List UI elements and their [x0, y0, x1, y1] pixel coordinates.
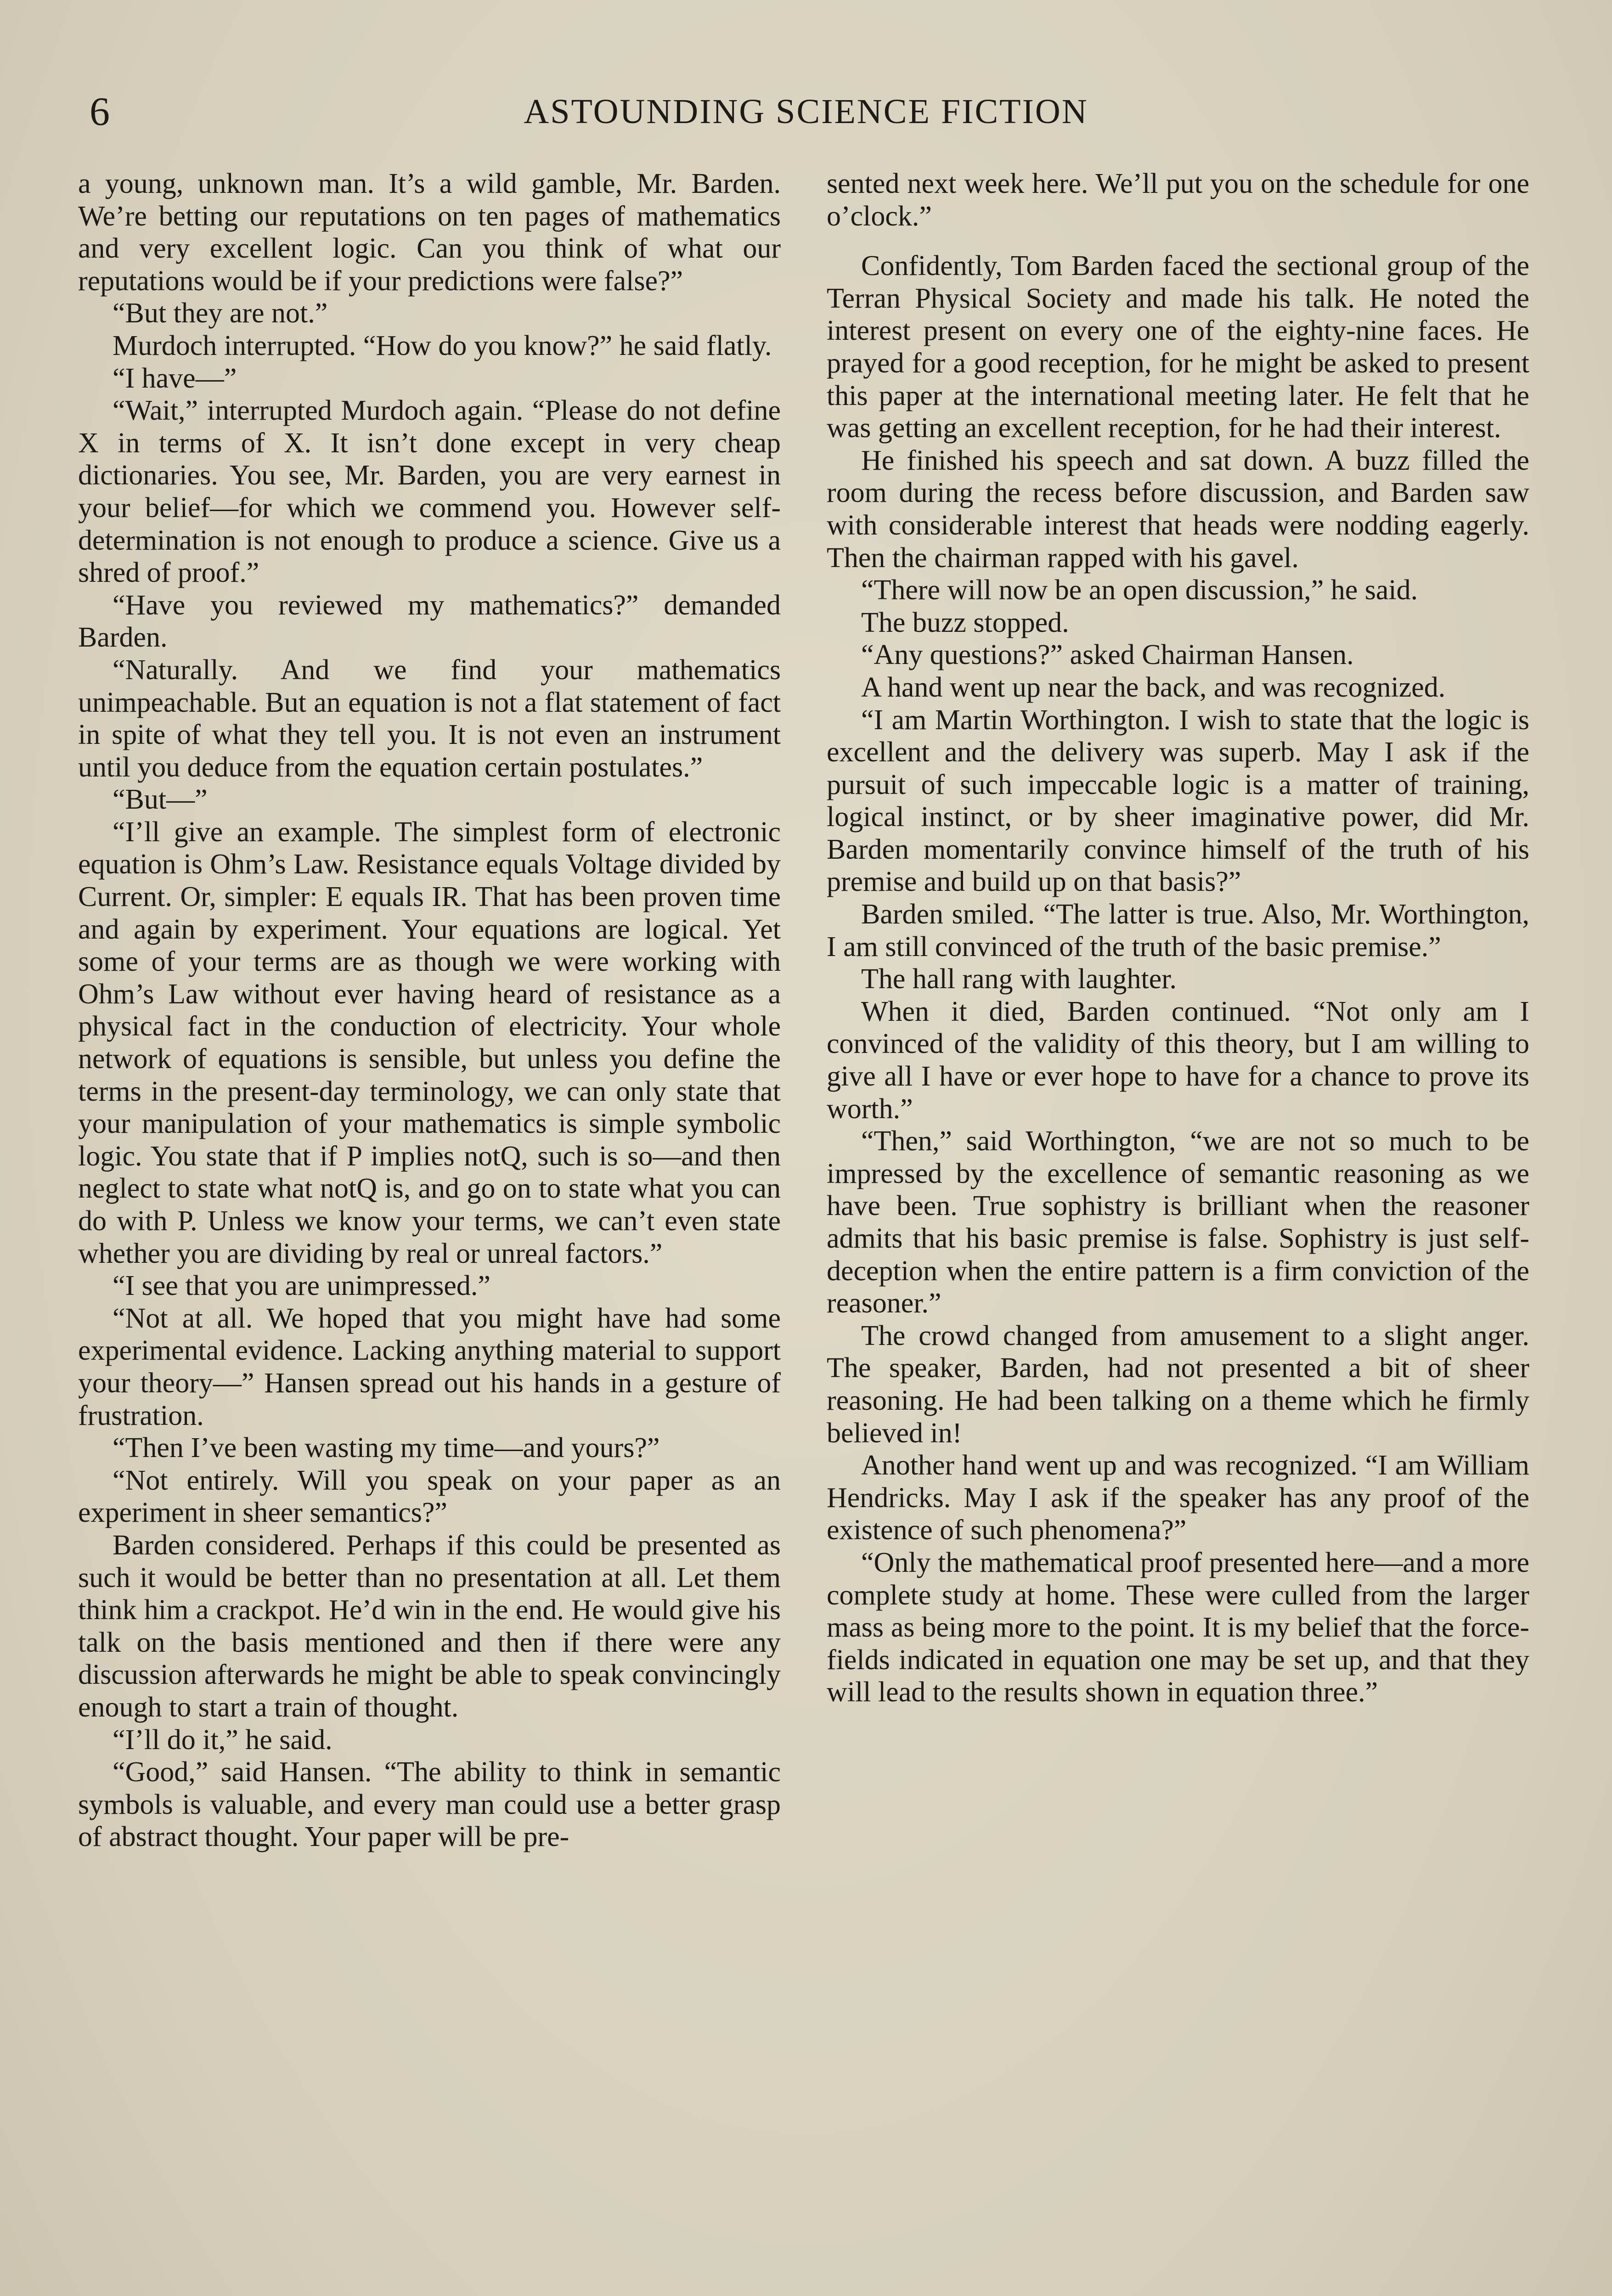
- paragraph: Murdoch interrupted. “How do you know?” he said flatly.: [113, 330, 772, 361]
- paragraph: “But they are not.”: [113, 298, 328, 329]
- right-column: [827, 168, 1529, 2296]
- paragraph: A hand went up near the back, and was recognized.: [861, 671, 1446, 703]
- running-head: ASTOUNDING SCIENCE FICTION: [524, 92, 1088, 131]
- paragraph: “I am Martin Worthington. I wish to state that the logic is excellent and the delivery was superb. May I ask if the pursuit of such impeccable logic is a matter of training, logical instinct, or by sheer imaginative power, did Mr. Barden momentarily convince himself of the truth of his premise and build up on that basis?”: [827, 704, 1529, 898]
- paragraph: The crowd changed from amusement to a slight anger. The speaker, Barden, had not presented a bit of sheer reasoning. He had been talking on a theme which he firmly believed in!: [827, 1320, 1529, 1449]
- paragraph: “Not at all. We hoped that you might have had some experimental evidence. Lacking anything material to support your theory—” Hansen spread out his hands in a gesture of frustration.: [78, 1302, 781, 1431]
- page-number: 6: [90, 90, 110, 134]
- paragraph: “Then,” said Worthington, “we are not so much to be impressed by the excellence of semantic reasoning as we have been. True sophistry is brilliant when the reasoner admits that his basic premise is false. Sophistry is just self-deception when the entire pattern is a firm conviction of the reasoner.”: [827, 1125, 1529, 1319]
- paragraph: The hall rang with laughter.: [861, 963, 1177, 995]
- paragraph: “Any questions?” asked Chairman Hansen.: [861, 639, 1354, 671]
- paragraph: The buzz stopped.: [861, 607, 1069, 638]
- paragraph: “Good,” said Hansen. “The ability to think in semantic symbols is valuable, and every man could use a better grasp of abstract thought. Your paper will be pre-: [78, 1756, 781, 1853]
- paragraph: “There will now be an open discussion,” he said.: [861, 574, 1418, 606]
- paragraph: “Naturally. And we find your mathematics unimpeachable. But an equation is not a flat statement of fact in spite of what they tell you. It is not even an instrument until you deduce from the equation certain postulates.”: [78, 654, 781, 783]
- paragraph: Barden considered. Perhaps if this could be presented as such it would be better than no presentation at all. Let them think him a crackpot. He’d win in the end. He would give his talk on the basis mentioned and then if there were any discussion afterwards he might be able to speak convincingly enough to start a train of thought.: [78, 1529, 781, 1723]
- paragraph: “Not entirely. Will you speak on your paper as an experiment in sheer semantics?”: [78, 1464, 781, 1529]
- paragraph: “I’ll do it,” he said.: [113, 1724, 333, 1756]
- paragraph: “Only the mathematical proof presented here—and a more complete study at home. These were culled from the larger mass as being more to the point. It is my belief that the force-fields indicated in equation one may be set up, and that they will lead to the results shown in equation three.”: [827, 1547, 1529, 1708]
- paragraph: “I see that you are unimpressed.”: [113, 1270, 490, 1302]
- paragraph: “Then I’ve been wasting my time—and yours?”: [113, 1432, 660, 1464]
- paragraph: “Have you reviewed my mathematics?” demanded Barden.: [78, 589, 781, 653]
- paragraph: Confidently, Tom Barden faced the sectional group of the Terran Physical Society and made his talk. He noted the interest present on every one of the eighty-nine faces. He prayed for a good reception, for he might be asked to present this paper at the international meeting later. He felt that he was getting an excellent reception, for he had their interest.: [827, 250, 1529, 444]
- paragraph: Barden smiled. “The latter is true. Also, Mr. Worthington, I am still convinced of the truth of the basic premise.”: [827, 899, 1529, 962]
- paragraph: “But—”: [113, 784, 208, 816]
- paragraph: “I’ll give an example. The simplest form of electronic equation is Ohm’s Law. Resistance equals Voltage divided by Current. Or, simpler: E equals IR. That has been proven time and again by experiment. Your equations are logical. Yet some of your terms are as though we were working with Ohm’s Law without ever having heard of resistance as a physical fact in the conduction of electricity. Your whole network of equations is sensible, but unless you define the terms in the present-day terminology, we can only state that your manipulation of your mathematics is simple symbolic logic. You state that if P implies notQ, such is so—and then neglect to state what notQ is, and go on to state what you can do with P. Unless we know your terms, we can’t even state whether you are dividing by real or unreal factors.”: [78, 816, 781, 1269]
- paragraph: Another hand went up and was recognized. “I am William Hendricks. May I ask if the speaker has any proof of the existence of such phenomena?”: [827, 1450, 1529, 1546]
- paragraph: He finished his speech and sat down. A buzz filled the room during the recess before discussion, and Barden saw with considerable interest that heads were nodding eagerly. Then the chairman rapped with his gavel.: [827, 445, 1529, 574]
- paragraph: a young, unknown man. It’s a wild gamble, Mr. Barden. We’re betting our reputations on ten pages of mathematics and very excellent logic. Can you think of what our reputations would be if your predictions were false?”: [78, 168, 781, 297]
- paragraph: When it died, Barden continued. “Not only am I convinced of the validity of this theory, but I am willing to give all I have or ever hope to have for a chance to prove its worth.”: [827, 996, 1529, 1125]
- paragraph: “I have—”: [113, 362, 237, 394]
- paragraph: sented next week here. We’ll put you on the schedule for one o’clock.”: [827, 168, 1529, 232]
- paragraph: “Wait,” interrupted Murdoch again. “Please do not define X in terms of X. It isn’t done except in very cheap dictionaries. You see, Mr. Barden, you are very earnest in your belief—for which we commend you. However self-determination is not enough to produce a science. Give us a shred of proof.”: [78, 395, 781, 589]
- left-column: [78, 168, 781, 2296]
